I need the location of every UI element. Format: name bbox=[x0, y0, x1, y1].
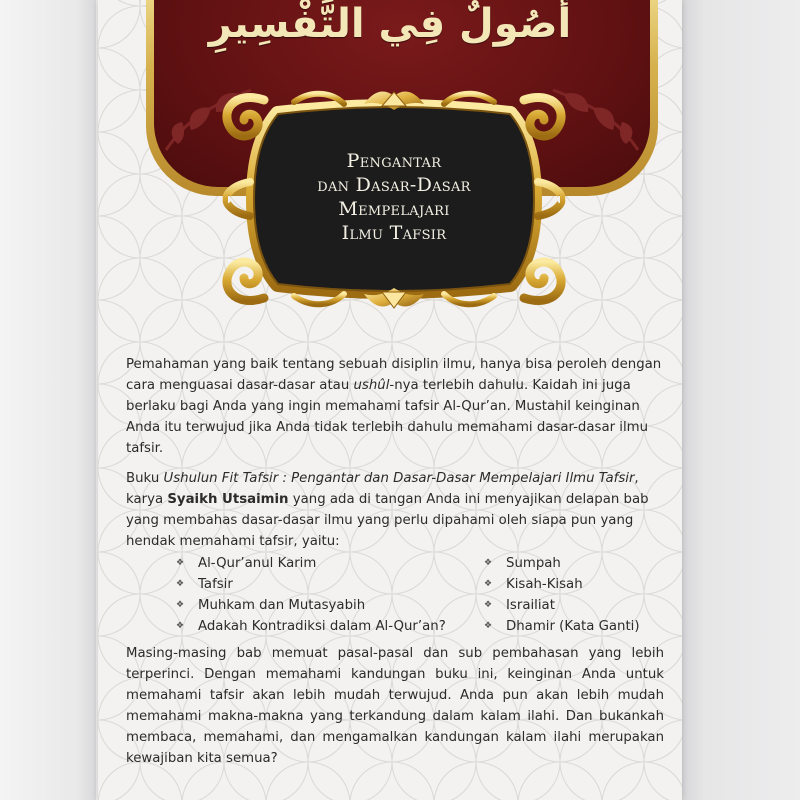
text-run: Pemahaman yang baik tentang sebuah disiplin ilmu, hanya bisa peroleh dengan cara menguasai dasar-dasar atau bbox=[126, 357, 662, 393]
book-back-cover bbox=[98, 0, 682, 800]
chapter-label: Israiliat bbox=[506, 598, 555, 613]
list-item bbox=[484, 616, 640, 637]
diamond-bullet-icon: ❖ bbox=[484, 579, 493, 589]
diamond-bullet-icon: ❖ bbox=[484, 621, 493, 631]
list-item bbox=[176, 595, 446, 616]
text-run: Buku bbox=[126, 471, 164, 486]
diamond-bullet-icon: ❖ bbox=[176, 600, 185, 610]
italic-term: ushûl bbox=[353, 378, 390, 393]
book-description bbox=[126, 354, 664, 769]
paragraph-book bbox=[126, 468, 664, 552]
chapter-label: Muhkam dan Mutasyabih bbox=[198, 598, 366, 613]
arabic-title: أُصُولٌ فِي التَّفْسِيرِ bbox=[208, 1, 572, 47]
list-item bbox=[176, 616, 446, 637]
title-line: Mempelajari bbox=[338, 198, 450, 220]
paragraph-closing: Masing-masing bab memuat pasal-pasal dan sub pembahasan yang lebih terperinci. Dengan memahami kandungan buku ini, keinginan Anda untuk memahami tafsir akan lebih mudah terwujud. Anda pun akan lebih mudah memahami makna-makna yang terkandung dalam kalam ilahi. Dan bukankah membaca, memahami, dan mengamalkan kandungan kalam ilahi merupakan kewajiban kita semua? bbox=[126, 646, 664, 766]
chapter-label: Al-Qur’anul Karim bbox=[198, 556, 317, 571]
book-title-italic: Ushulun Fit Tafsir : Pengantar dan Dasar-Dasar Mempelajari Ilmu Tafsir bbox=[163, 471, 635, 486]
diamond-bullet-icon: ❖ bbox=[176, 579, 185, 589]
chapter-label: Adakah Kontradiksi dalam Al-Qur’an? bbox=[198, 619, 446, 634]
text-run: yang ada di tangan Anda ini menyajikan delapan bab yang membahas dasar-dasar ilmu yang perlu dipahami oleh siapa pun yang hendak memahami tafsir, yaitu: bbox=[126, 492, 649, 549]
list-item bbox=[176, 553, 446, 574]
title-line: dan Dasar-Dasar bbox=[317, 174, 471, 196]
text-run: , karya bbox=[126, 471, 639, 507]
list-item bbox=[484, 574, 640, 595]
chapter-column-left bbox=[176, 553, 446, 637]
paragraph-intro bbox=[126, 354, 664, 459]
list-item bbox=[484, 553, 640, 574]
diamond-bullet-icon: ❖ bbox=[176, 621, 185, 631]
text-run: -nya terlebih dahulu. Kaidah ini juga berlaku bagi Anda yang ingin memahami tafsir Al-Qur’an. Mustahil keinginan Anda itu terwujud jika Anda tidak terlebih dahulu memahami dasar-dasar ilmu tafsir. bbox=[126, 378, 649, 456]
cover-title bbox=[262, 136, 526, 258]
chapter-label: Tafsir bbox=[198, 577, 233, 592]
chapter-label: Kisah-Kisah bbox=[506, 577, 583, 592]
background-right bbox=[682, 0, 800, 800]
chapter-label: Dhamir (Kata Ganti) bbox=[506, 619, 640, 634]
chapter-label: Sumpah bbox=[506, 556, 561, 571]
title-line: Pengantar bbox=[346, 150, 442, 172]
list-item bbox=[484, 595, 640, 616]
title-line: Ilmu Tafsir bbox=[341, 222, 447, 244]
list-item bbox=[176, 574, 446, 595]
chapter-list bbox=[126, 553, 664, 637]
chapter-column-right bbox=[484, 553, 640, 637]
diamond-bullet-icon: ❖ bbox=[484, 558, 493, 568]
diamond-bullet-icon: ❖ bbox=[484, 600, 493, 610]
diamond-bullet-icon: ❖ bbox=[176, 558, 185, 568]
background-left bbox=[0, 0, 96, 800]
author-name: Syaikh Utsaimin bbox=[167, 492, 289, 507]
